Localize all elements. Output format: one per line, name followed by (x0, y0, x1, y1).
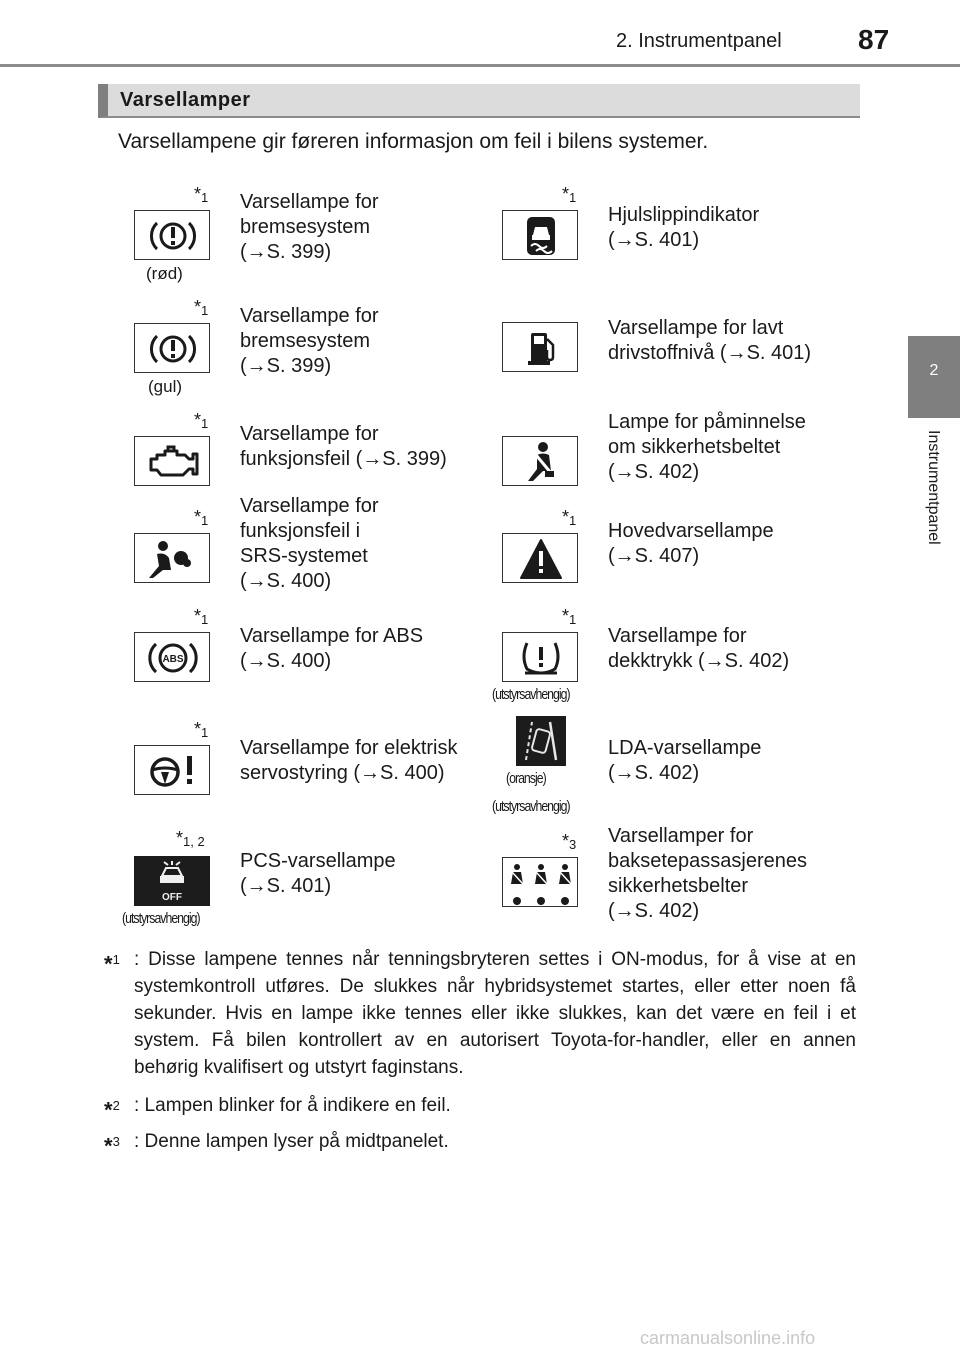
footnote-text: : Disse lampene tennes når tenningsbryteren settes i ON-modus, for å vise at en systemkontroll utføres. De slukkes når hybridsystemet startes, eller etter noen få sekunder. Hvis en lampe ikke tennes eller ikke slukkes, kan det være en feil i et system. Få bilen kontrollert av en autorisert Toyota-for-handler, eller en annen behørig kvalifisert og utstyrt faginstans. (134, 949, 856, 1078)
lamp-description: Varsellampe for elektrisk servostyring (→S. 400) (240, 737, 458, 784)
asterisk-mark: $*_3$ (562, 831, 577, 852)
footnote-2 (104, 1092, 856, 1123)
asterisk-mark: $*_{1, 2}$ (176, 828, 205, 849)
brake-yellow-lamp (134, 323, 210, 373)
footnote-1 (104, 946, 856, 1081)
srs-lamp (134, 533, 210, 583)
slip-lamp (502, 210, 578, 260)
fuel-lamp (502, 322, 578, 372)
airbag-icon (135, 534, 211, 584)
pcs-off-icon (134, 856, 210, 906)
lamp-description: Varsellampe for lavt drivstoffnivå (→S. 401) (608, 317, 812, 364)
slip-indicator-icon (503, 211, 579, 261)
lamp-description: Varsellampe for bremsesystem (→S. 399) (240, 191, 379, 263)
brake-red-lamp (134, 210, 210, 260)
asterisk-mark: $*_1$ (562, 606, 577, 627)
lamp-equipment-note: (utstyrsavhengig) (492, 798, 570, 815)
brake-warning-icon (135, 211, 211, 261)
engine-check-icon (135, 437, 211, 487)
asterisk-mark: $*_1$ (562, 184, 577, 205)
abs-icon (135, 633, 211, 683)
lamp-color-note: (oransje) (506, 770, 546, 787)
chapter-number: 2 (929, 362, 939, 379)
master-warning-icon (503, 534, 579, 584)
footnote-text: : Denne lampen lyser på midtpanelet. (134, 1131, 449, 1152)
svg-text:ABS: ABS (162, 654, 184, 665)
lda-lamp (516, 716, 566, 766)
asterisk-mark: $*_1$ (194, 297, 209, 318)
master-lamp (502, 533, 578, 583)
lamp-description: Varsellampe for funksjonsfeil i SRS-systemet (→S. 400) (240, 495, 379, 592)
lamp-equipment-note: (utstyrsavhengig) (122, 910, 200, 927)
section-title: Varsellamper (120, 89, 251, 111)
footnote-text: : Lampen blinker for å indikere en feil. (134, 1095, 451, 1116)
asterisk-mark: $*_1$ (194, 606, 209, 627)
asterisk-mark: $*_1$ (194, 719, 209, 740)
watermark: carmanualsonline.info (640, 1328, 816, 1348)
rear-seatbelts-icon (503, 858, 579, 908)
asterisk-mark: $*_1$ (194, 184, 209, 205)
rear-belts-lamp (502, 857, 578, 907)
tire-pressure-icon (503, 633, 579, 683)
fuel-pump-icon (503, 323, 579, 373)
brake-warning-icon (135, 324, 211, 374)
lamp-color-note: (rød) (146, 264, 183, 283)
lamp-description: LDA-varsellampe (→S. 402) (608, 737, 762, 784)
chapter-label: Instrumentpanel (925, 430, 942, 545)
chapter-tab (908, 336, 960, 418)
lamp-equipment-note: (utstyrsavhengig) (492, 686, 570, 703)
steering-warning-icon (135, 746, 211, 796)
lamp-color-note: (gul) (148, 377, 183, 396)
pcs-lamp (134, 856, 210, 906)
lamp-description: Lampe for påminnelse om sikkerhetsbeltet (→S. 402) (608, 411, 806, 483)
engine-lamp (134, 436, 210, 486)
asterisk-mark: $*_1$ (562, 507, 577, 528)
page-number: 87 (858, 24, 890, 55)
footnote-marker: *$^2$ (104, 1097, 120, 1123)
intro-text: Varsellampene gir føreren informasjon om feil i bilens systemer. (118, 130, 709, 153)
lamp-description: Varsellampe for dekktrykk (→S. 402) (608, 625, 790, 672)
abs-lamp (134, 632, 210, 682)
footnote-marker: *$^1$ (104, 951, 120, 977)
lamp-description: Varsellampe for bremsesystem (→S. 399) (240, 305, 379, 377)
seatbelt-lamp (502, 436, 578, 486)
eps-lamp (134, 745, 210, 795)
seatbelt-icon (503, 437, 579, 487)
lamp-description: Hovedvarsellampe (→S. 407) (608, 520, 774, 567)
lane-departure-icon (516, 716, 566, 766)
footnote-3 (104, 1128, 856, 1159)
lamp-description: Varsellamper for baksetepassasjerenes sikkerhetsbelter (→S. 402) (608, 825, 808, 922)
lamp-description: Hjulslippindikator (→S. 401) (608, 204, 760, 251)
header-rule (0, 64, 960, 67)
section-heading (98, 84, 860, 118)
footnote-marker: *$^3$ (104, 1133, 120, 1159)
running-header: 2. Instrumentpanel (616, 30, 782, 52)
asterisk-mark: $*_1$ (194, 410, 209, 431)
asterisk-mark: $*_1$ (194, 507, 209, 528)
svg-text:OFF: OFF (162, 892, 182, 903)
tire-lamp (502, 632, 578, 682)
lamp-description: Varsellampe for ABS (→S. 400) (240, 625, 424, 672)
lamp-description: Varsellampe for funksjonsfeil (→S. 399) (240, 423, 447, 470)
lamp-description: PCS-varsellampe (→S. 401) (240, 850, 396, 897)
